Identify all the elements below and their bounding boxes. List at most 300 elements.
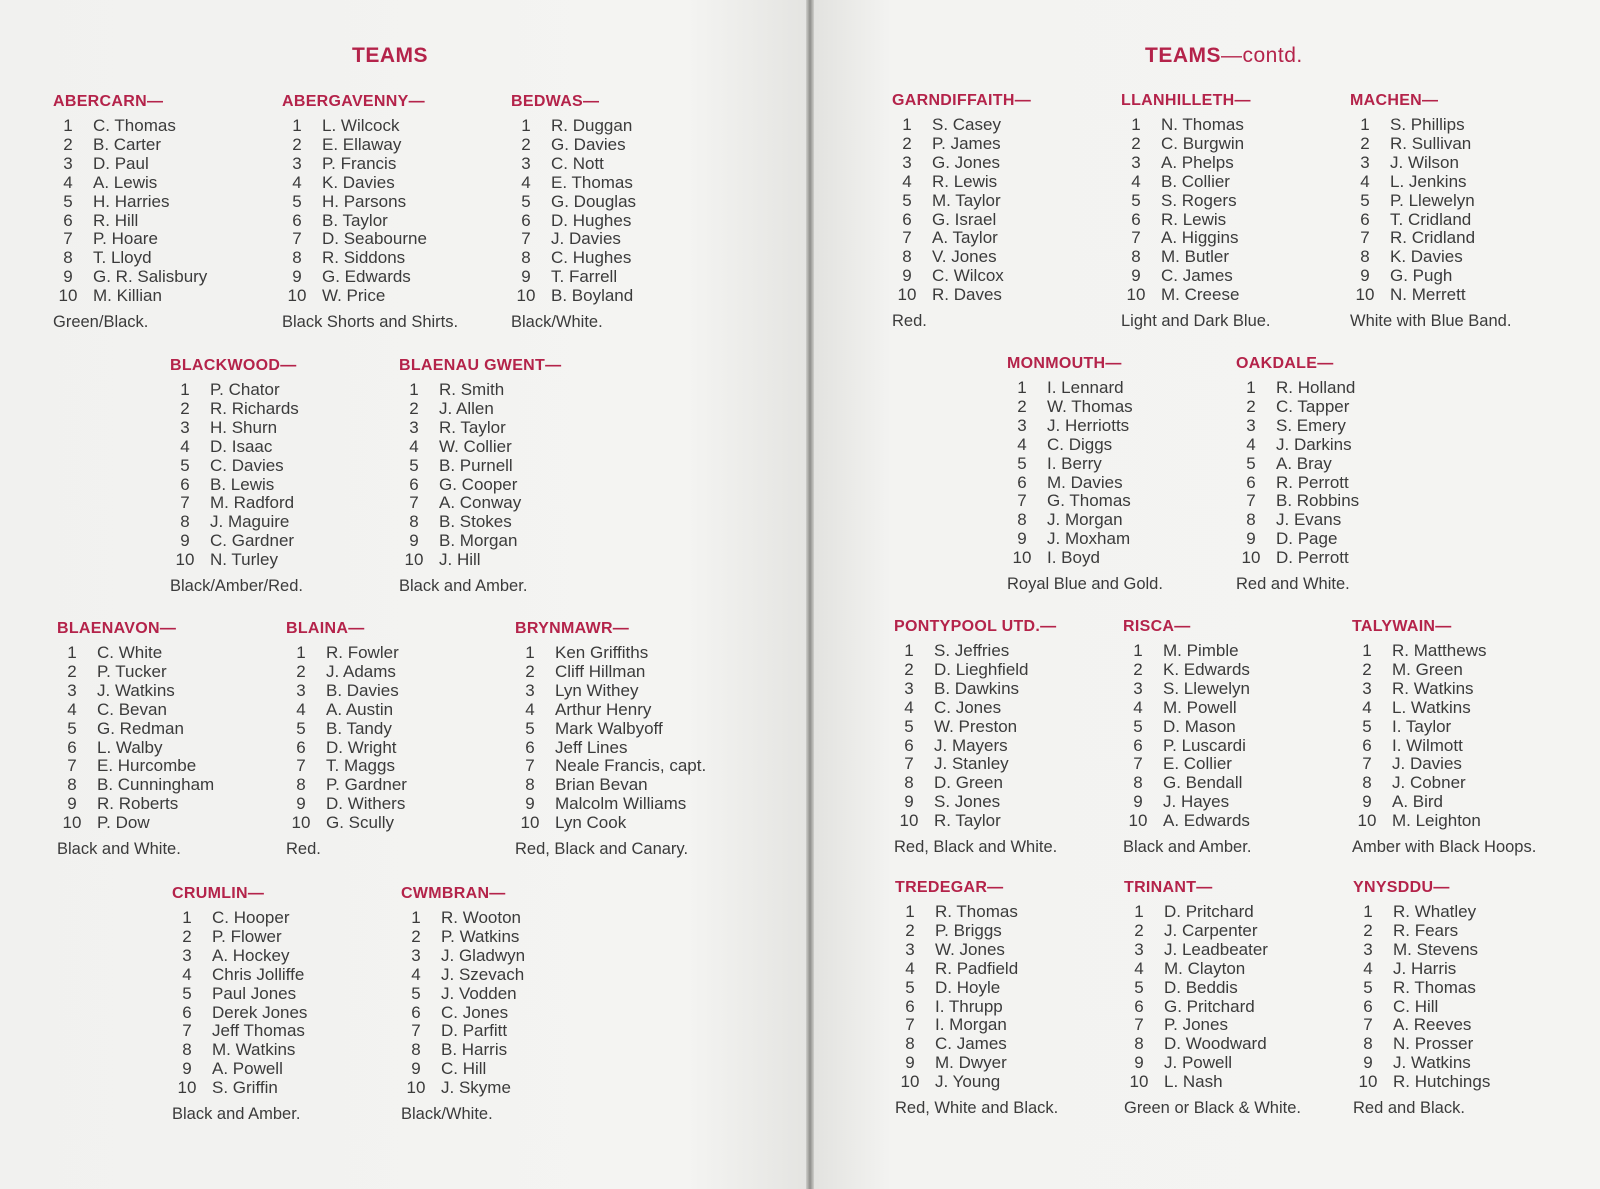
player-row [1124,922,1359,941]
player-name: W. Jones [935,939,1005,959]
player-number: 8 [180,512,190,532]
player-row [1352,680,1587,699]
player-name: E. Thomas [551,172,633,192]
team-block [53,93,288,332]
team-name: ABERCARN— [53,93,164,110]
player-row [895,1054,1130,1073]
player-number: 8 [292,248,302,268]
team-name: BRYNMAWR— [515,620,630,637]
player-number: 10 [897,285,917,305]
player-number: 5 [904,716,914,736]
player-row [1123,680,1358,699]
player-row [1353,1054,1588,1073]
player-number: 6 [1363,996,1373,1016]
player-name: I. Berry [1047,453,1102,473]
player-row [1236,436,1471,455]
player-number: 4 [1360,171,1370,191]
player-name: I. Thrupp [935,996,1003,1016]
player-name: L. Walby [97,737,163,757]
player-list [1124,903,1359,1092]
team-name: PONTYPOOL UTD.— [894,618,1057,635]
player-name: C. Bevan [97,699,167,719]
player-name: R. Wooton [441,908,522,927]
player-row [286,795,521,814]
player-number: 7 [525,756,535,776]
player-number: 5 [1134,977,1144,997]
player-row [515,776,750,795]
player-name: J. Herriotts [1047,415,1130,435]
player-name: M. Leighton [1392,811,1481,831]
team-colours: Amber with Black Hoops. [1352,838,1537,857]
player-name: J. Maguire [210,512,290,532]
player-list [57,644,292,833]
player-row [1007,455,1242,474]
player-name: J. Adams [326,661,396,681]
player-number: 10 [516,286,536,306]
player-row [401,985,636,1004]
player-row [401,1041,636,1060]
player-row [282,193,517,212]
player-row [399,400,634,419]
player-name: D. Wright [326,737,397,757]
player-row [57,720,292,739]
player-name: P. Tucker [97,661,167,681]
player-name: W. Preston [934,716,1018,736]
player-name: J. Vodden [441,983,517,1003]
player-name: J. Szevach [441,964,525,984]
player-row [892,286,1127,305]
player-row [511,174,746,193]
player-row [1353,1073,1588,1092]
player-row [53,155,288,174]
player-list [1007,379,1242,568]
player-number: 3 [296,680,306,700]
player-number: 7 [1363,1015,1373,1035]
team-name: LLANHILLETH— [1121,92,1251,109]
player-name: D. Hughes [551,210,632,230]
player-name: W. Price [322,286,386,306]
player-row [895,903,1130,922]
player-row [1353,960,1588,979]
player-number: 5 [182,983,192,1003]
team-block [1121,92,1356,331]
player-row [399,494,634,513]
page-spine [806,0,814,1189]
player-name: P. James [932,133,1001,153]
player-name: T. Lloyd [93,248,152,268]
player-name: J. Powell [1164,1053,1233,1073]
player-number: 6 [1133,735,1143,755]
player-number: 7 [1246,491,1256,511]
player-number: 9 [1133,792,1143,812]
player-name: C. Jones [934,697,1002,717]
player-row [1352,642,1587,661]
team-name: BLACKWOOD— [170,357,297,374]
player-row [1121,154,1356,173]
player-row [1124,1035,1359,1054]
player-row [1123,774,1358,793]
player-row [511,268,746,287]
player-number: 9 [1246,529,1256,549]
page-heading-right [1145,44,1303,68]
player-number: 2 [905,920,915,940]
team-name: BLAENAU GWENT— [399,357,562,374]
player-name: B. Dawkins [934,678,1020,698]
player-row [1353,903,1588,922]
player-number: 7 [409,493,419,513]
player-row [170,457,405,476]
player-number: 6 [182,1002,192,1022]
player-row [401,947,636,966]
player-list [1352,642,1587,831]
player-name: K. Davies [1390,247,1463,267]
player-number: 5 [1362,716,1372,736]
player-row [170,419,405,438]
player-name: J. Davies [1392,754,1462,774]
heading-suffix: —contd. [1221,44,1303,67]
team-name: OAKDALE— [1236,355,1334,372]
team-block [1350,92,1585,331]
player-name: M. Watkins [212,1040,296,1060]
player-name: E. Collier [1163,754,1232,774]
player-name: A. Higgins [1161,228,1239,248]
player-number: 9 [521,267,531,287]
player-number: 7 [67,756,77,776]
player-number: 1 [1134,902,1144,921]
player-row [1007,398,1242,417]
player-number: 10 [287,286,307,306]
player-name: D. Perrott [1276,548,1349,568]
player-number: 3 [292,153,302,173]
player-row [399,419,634,438]
player-number: 2 [1131,133,1141,153]
player-row [172,985,407,1004]
player-row [282,230,517,249]
player-row [515,795,750,814]
team-block [399,357,634,596]
team-block [282,93,517,332]
player-name: M. Green [1392,659,1463,679]
player-row [282,174,517,193]
player-row [511,155,746,174]
player-name: M. Radford [210,493,295,513]
player-number: 8 [1360,247,1370,267]
player-name: N. Merrett [1390,285,1466,305]
team-colours: Red, Black and Canary. [515,840,689,859]
player-row [1236,455,1471,474]
player-list [282,117,517,306]
player-row [1236,549,1471,568]
team-colours: Black and Amber. [172,1105,301,1124]
player-name: Lyn Withey [555,680,639,700]
heading-text: TEAMS [1145,44,1221,67]
player-name: C. James [935,1034,1007,1054]
player-name: R. Duggan [551,116,633,135]
player-number: 7 [1134,1015,1144,1035]
player-name: R. Sullivan [1390,133,1472,153]
player-name: G. Bendall [1163,773,1243,793]
player-number: 3 [1131,152,1141,172]
player-row [1121,116,1356,135]
player-name: B. Purnell [439,455,513,475]
player-number: 6 [411,1002,421,1022]
player-row [57,814,292,833]
player-name: T. Cridland [1390,209,1472,229]
player-row [401,909,636,928]
player-row [1352,755,1587,774]
player-name: C. Jones [441,1002,509,1022]
player-name: B. Tandy [326,718,392,738]
player-row [892,116,1127,135]
team-block [894,618,1129,857]
player-name: C. White [97,643,163,662]
player-row [1352,737,1587,756]
player-number: 7 [292,229,302,249]
player-number: 5 [1133,716,1143,736]
player-name: G. R. Salisbury [93,267,208,287]
player-number: 9 [182,1059,192,1079]
player-row [399,381,634,400]
player-number: 3 [902,152,912,172]
player-number: 1 [63,116,73,135]
player-name: H. Harries [93,191,170,211]
player-number: 10 [1357,811,1377,831]
player-number: 2 [904,659,914,679]
player-number: 10 [291,813,311,833]
player-number: 7 [1131,228,1141,248]
player-row [895,941,1130,960]
player-name: N. Prosser [1393,1034,1474,1054]
player-row [286,739,521,758]
player-number: 6 [1131,209,1141,229]
player-row [170,551,405,570]
player-name: R. Fowler [326,643,399,662]
player-number: 9 [1362,792,1372,812]
player-row [282,287,517,306]
player-name: E. Hurcombe [97,756,197,776]
player-name: J. Watkins [97,680,175,700]
player-number: 5 [525,718,535,738]
player-number: 3 [1017,415,1027,435]
player-row [1350,267,1585,286]
player-number: 1 [1017,378,1027,397]
player-row [1353,1035,1588,1054]
player-name: T. Farrell [551,267,618,287]
player-row [892,229,1127,248]
team-name: YNYSDDU— [1353,879,1450,896]
player-row [57,663,292,682]
player-row [511,193,746,212]
player-number: 2 [521,134,531,154]
player-row [282,117,517,136]
player-name: S. Casey [932,115,1001,134]
player-name: R. Richards [210,398,299,418]
player-name: M. Davies [1047,472,1123,492]
player-name: R. Siddons [322,248,406,268]
player-row [1007,530,1242,549]
player-number: 10 [900,1072,920,1092]
player-list [1121,116,1356,305]
team-colours: Black/White. [511,313,603,332]
player-row [401,1022,636,1041]
player-number: 8 [1363,1034,1373,1054]
player-number: 1 [521,116,531,135]
team-name: MONMOUTH— [1007,355,1122,372]
player-number: 4 [905,958,915,978]
player-row [282,268,517,287]
player-number: 2 [902,133,912,153]
player-name: K. Davies [322,172,395,192]
player-name: M. Dwyer [935,1053,1007,1073]
player-name: C. Diggs [1047,434,1113,454]
player-name: Brian Bevan [555,775,648,795]
player-row [286,776,521,795]
player-row [172,1041,407,1060]
player-name: R. Daves [932,285,1002,305]
player-name: R. Taylor [439,417,506,437]
player-name: D. Woodward [1164,1034,1267,1054]
player-name: J. Skyme [441,1078,511,1098]
player-number: 10 [1012,548,1032,568]
player-row [401,928,636,947]
player-name: R. Cridland [1390,228,1476,248]
player-number: 7 [1017,491,1027,511]
player-number: 1 [296,643,306,662]
player-number: 4 [1246,434,1256,454]
player-row [53,174,288,193]
player-number: 2 [525,661,535,681]
player-name: C. Hill [441,1059,487,1079]
player-number: 4 [180,436,190,456]
player-number: 6 [1134,996,1144,1016]
player-name: J. Allen [439,398,494,418]
team-name: BLAINA— [286,620,365,637]
player-row [1352,718,1587,737]
player-row [286,814,521,833]
player-number: 2 [292,134,302,154]
player-name: J. Gladwyn [441,945,526,965]
player-number: 10 [406,1078,426,1098]
player-number: 1 [902,115,912,134]
team-colours: Red, Black and White. [894,838,1058,857]
player-name: R. Padfield [935,958,1019,978]
player-number: 2 [1134,920,1144,940]
player-number: 1 [1246,378,1256,397]
player-name: Mark Walbyoff [555,718,663,738]
player-row [1123,737,1358,756]
page-heading-left [352,44,428,68]
player-row [1121,248,1356,267]
player-row [1124,1073,1359,1092]
player-number: 7 [296,756,306,776]
team-block [1007,355,1242,594]
player-name: S. Jeffries [934,641,1010,660]
player-name: A. Taylor [932,228,998,248]
player-row [1352,661,1587,680]
player-name: P. Watkins [441,926,520,946]
player-list [172,909,407,1098]
team-colours: Black and Amber. [1123,838,1252,857]
player-name: C. Tapper [1276,396,1350,416]
player-name: B. Stokes [439,512,512,532]
player-row [892,173,1127,192]
player-number: 1 [182,908,192,927]
player-number: 10 [899,811,919,831]
player-name: W. Thomas [1047,396,1133,416]
player-number: 8 [182,1040,192,1060]
player-number: 2 [67,661,77,681]
player-number: 9 [904,792,914,812]
player-number: 1 [1363,902,1373,921]
player-row [894,793,1129,812]
player-row [170,513,405,532]
player-number: 6 [1017,472,1027,492]
player-row [895,998,1130,1017]
player-number: 5 [67,718,77,738]
player-number: 1 [1360,115,1370,134]
team-block [1124,879,1359,1118]
player-row [1124,998,1359,1017]
player-number: 8 [296,775,306,795]
player-number: 2 [182,926,192,946]
player-name: R. Fears [1393,920,1459,940]
player-row [57,644,292,663]
player-row [894,737,1129,756]
player-number: 8 [1246,510,1256,530]
player-name: R. Watkins [1392,678,1474,698]
player-row [894,661,1129,680]
player-name: G. Pugh [1390,266,1453,286]
team-colours: Black/Amber/Red. [170,577,303,596]
player-row [1350,229,1585,248]
player-row [1121,211,1356,230]
player-name: D. Seabourne [322,229,427,249]
player-name: H. Shurn [210,417,278,437]
player-name: G. Davies [551,134,626,154]
player-row [172,928,407,947]
player-number: 5 [1363,977,1373,997]
player-name: D. Parfitt [441,1021,508,1041]
player-number: 2 [63,134,73,154]
player-number: 8 [905,1034,915,1054]
player-number: 6 [409,474,419,494]
player-number: 10 [175,550,195,570]
player-row [1124,1054,1359,1073]
player-row [892,211,1127,230]
player-list [1236,379,1471,568]
player-row [170,494,405,513]
player-row [515,739,750,758]
player-row [399,438,634,457]
player-row [895,979,1130,998]
player-number: 10 [177,1078,197,1098]
player-name: S. Phillips [1390,115,1465,134]
player-row [1121,267,1356,286]
player-number: 9 [1134,1053,1144,1073]
player-name: C. James [1161,266,1233,286]
player-list [170,381,405,570]
player-name: D. Isaac [210,436,273,456]
player-number: 9 [905,1053,915,1073]
player-name: C. Hill [1393,996,1439,1016]
player-name: A. Phelps [1161,152,1234,172]
player-name: M. Butler [1161,247,1230,267]
player-number: 7 [904,754,914,774]
player-number: 2 [411,926,421,946]
player-name: S. Llewelyn [1163,678,1250,698]
team-block [57,620,292,859]
player-name: G. Israel [932,209,997,229]
